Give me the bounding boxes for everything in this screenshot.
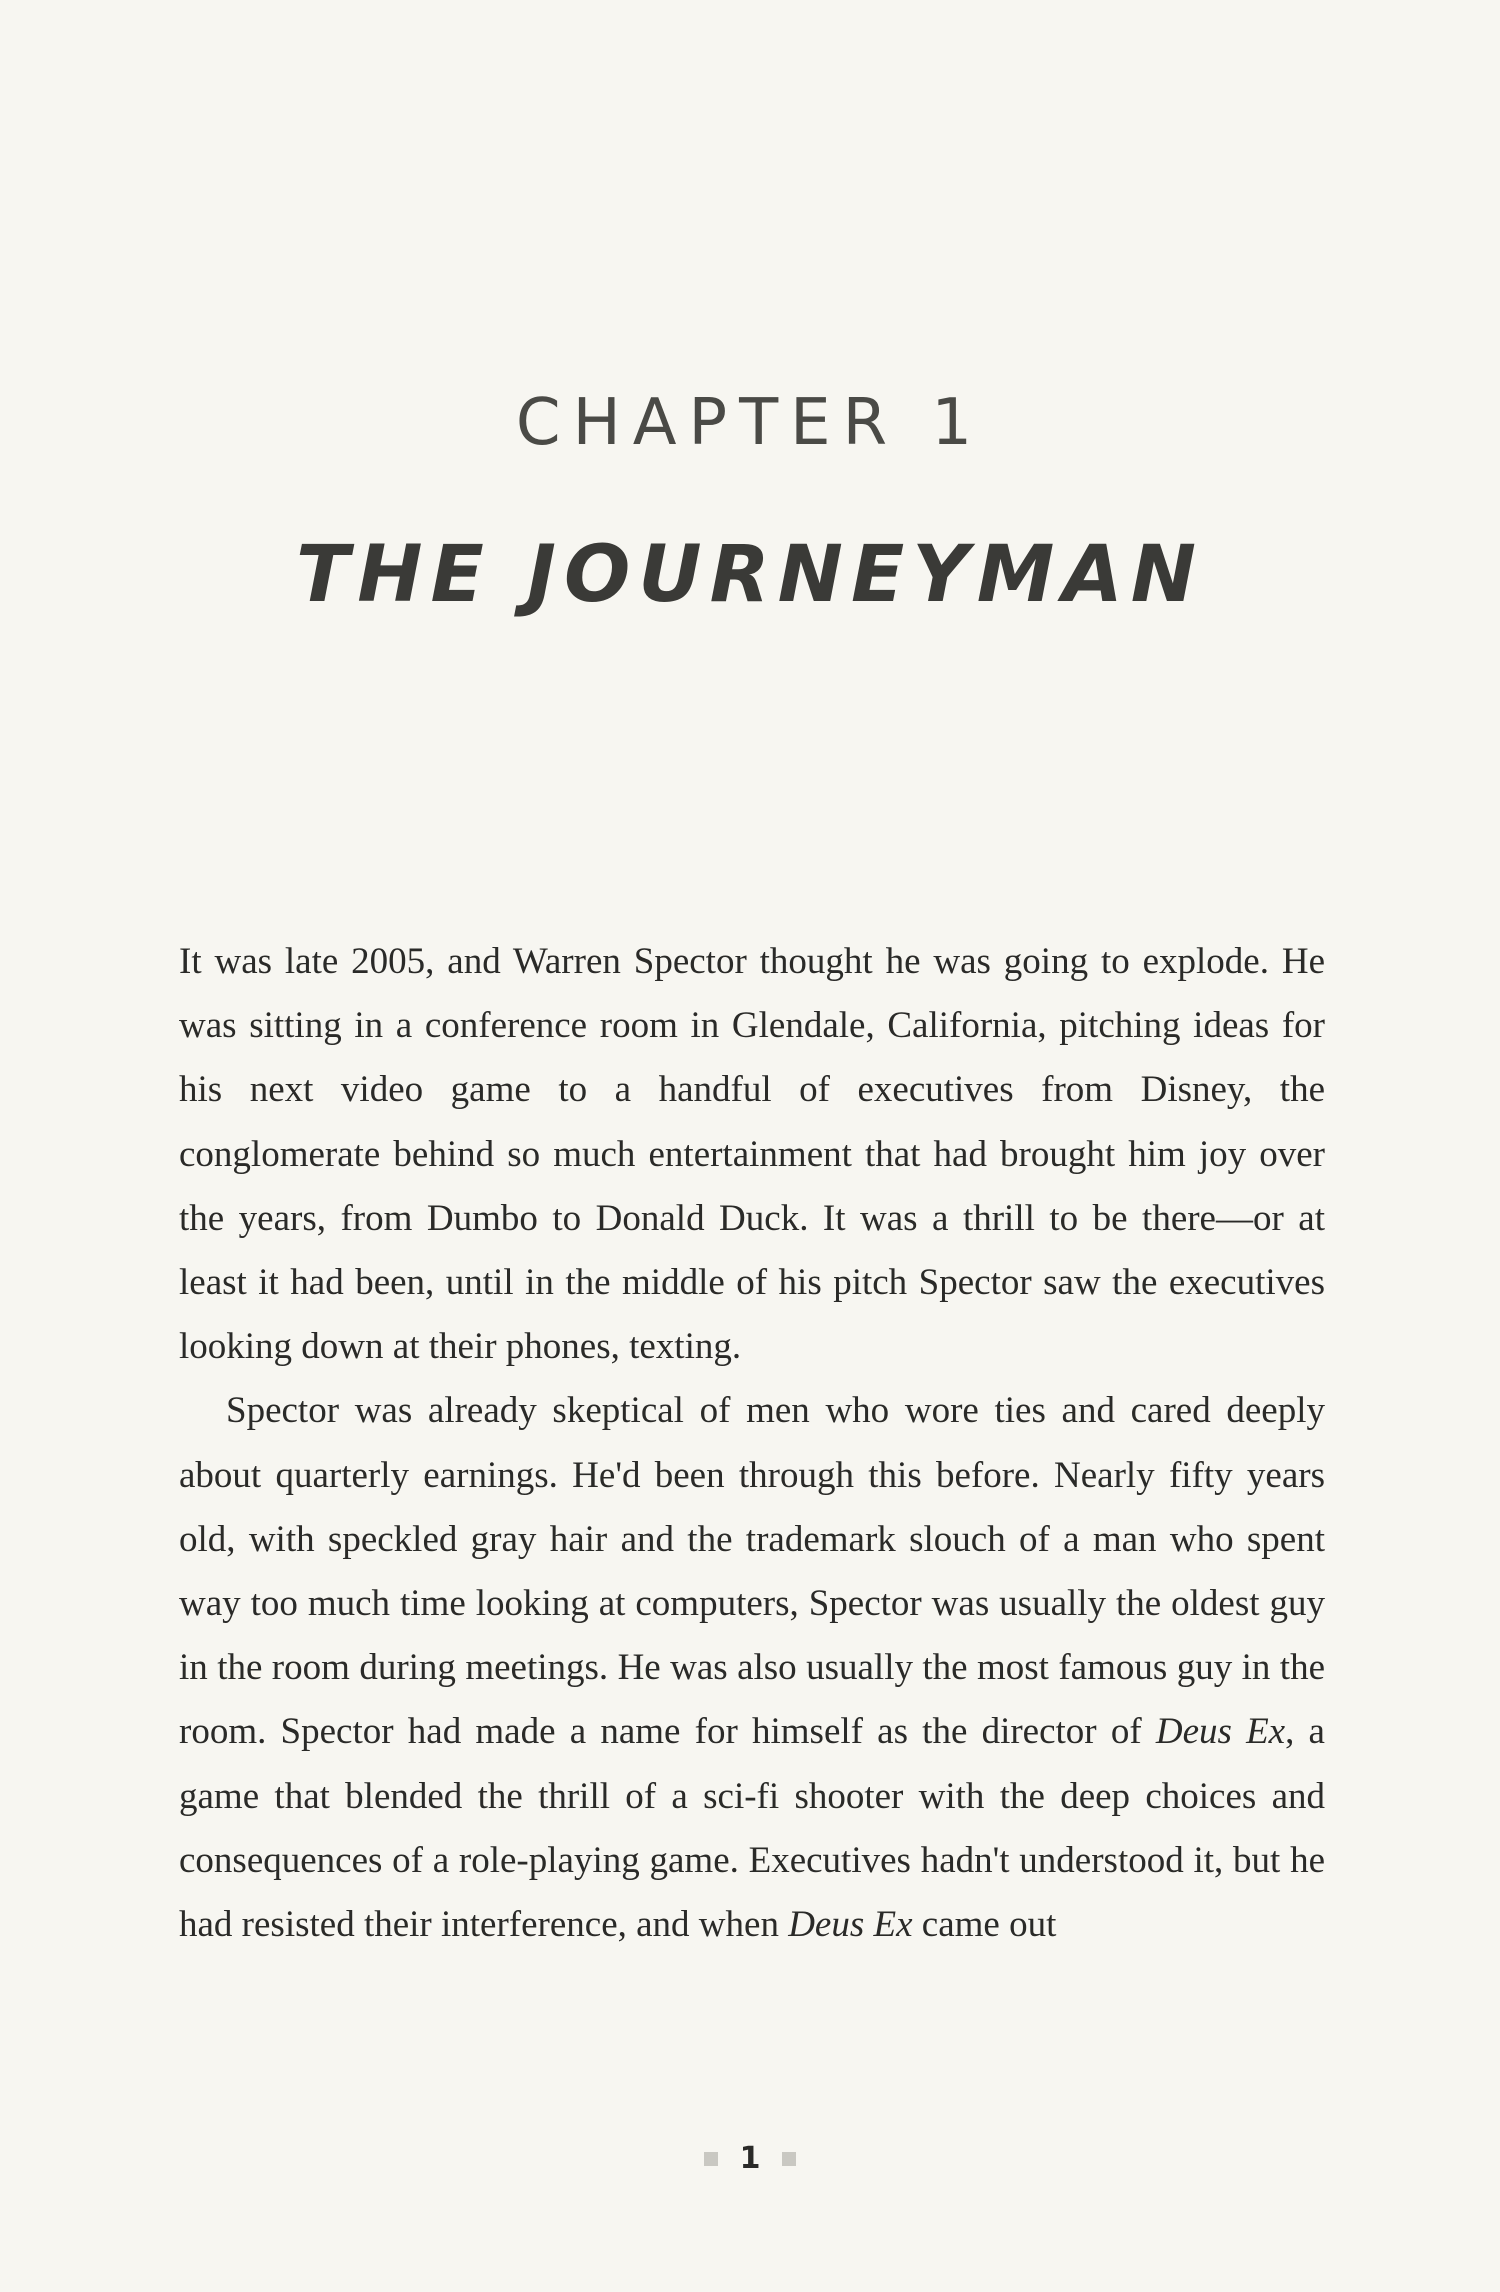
chapter-title: THE JOURNEYMAN (296, 530, 1204, 620)
paragraph-1 (179, 930, 1325, 1379)
chapter-number: CHAPTER 1 (515, 386, 985, 460)
paragraph-segment: Spector was already skeptical of men who wore ties and cared deeply about quarterly earnings. He'd been through this before. Nearly fifty years old, with speckled gray hair and the trademark slouch of a man who spent way too much time looking at computers, Spector was usually the oldest guy in the room during meetings. He was also usually the most famous guy in the room. Spector had made a name for himself as the director of (179, 1390, 1325, 1753)
folio-ornament-right (782, 2152, 796, 2166)
book-title-emphasis: Deus Ex (1155, 1711, 1286, 1753)
book-title-emphasis: Deus Ex (788, 1904, 913, 1946)
paragraph-segment: , a game that blended the thrill of a sci-fi shooter with the deep choices and consequences of a role-playing game. Executives hadn't understood it, but he had resisted their interference, and when (179, 1711, 1325, 1946)
paragraph-2 (179, 1379, 1325, 1957)
paragraph-segment: came out (912, 1904, 1057, 1946)
paragraph-segment: It was late 2005, and Warren Spector thought he was going to explode. He was sitting in a conference room in Glendale, California, pitching ideas for his next video game to a handful of executives from Disney, the conglomerate behind so much entertainment that had brought him joy over the years, from Dumbo to Donald Duck. It was a thrill to be there—or at least it had been, until in the middle of his pitch Spector saw the executives looking down at their phones, texting. (179, 941, 1325, 1368)
body-text (179, 930, 1325, 1957)
page-number: 1 (739, 2141, 761, 2176)
page-folio (0, 2140, 1500, 2176)
folio-ornament-left (704, 2152, 718, 2166)
